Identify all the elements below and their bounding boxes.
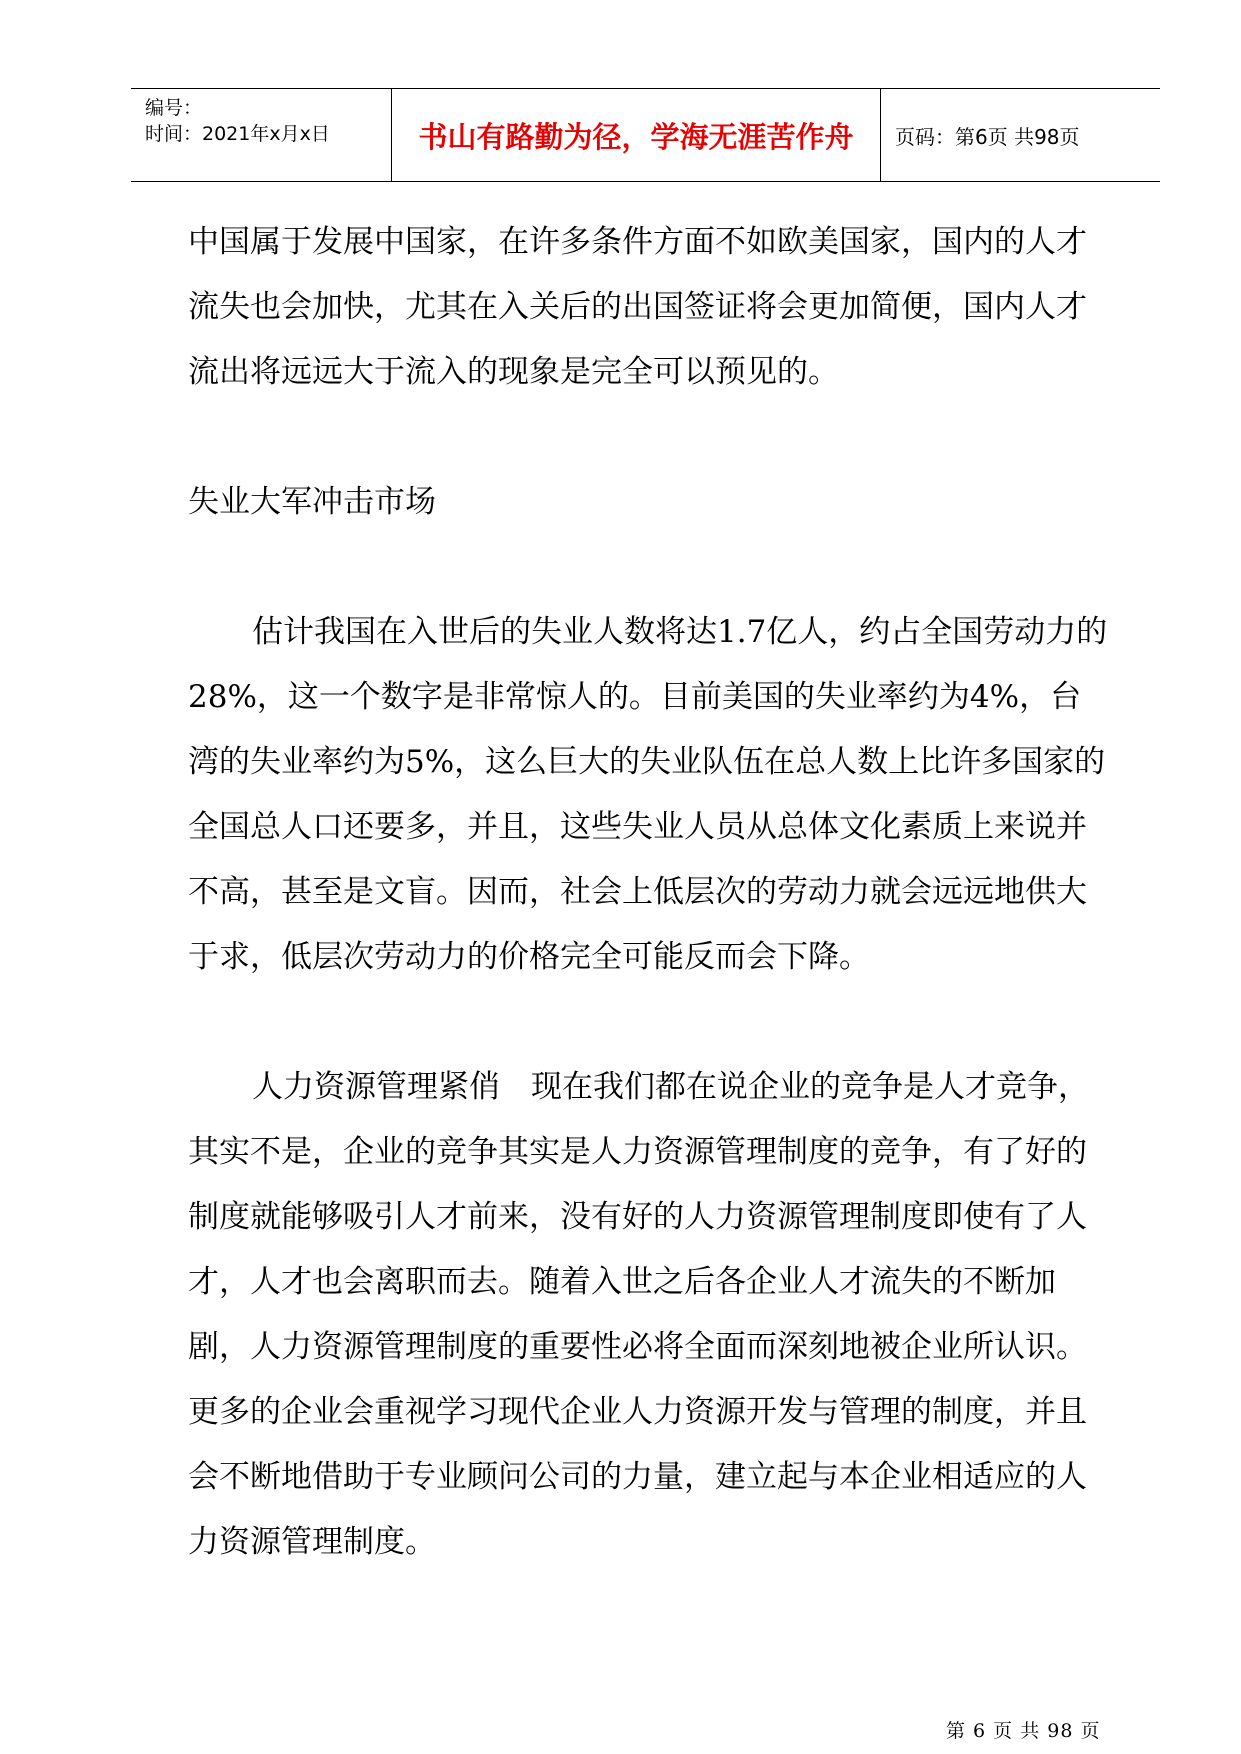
number-label: 编号： <box>145 97 203 119</box>
paragraph-hr-management: 人力资源管理紧俏 现在我们都在说企业的竞争是人才竞争，其实不是，企业的竞争其实是人力资源管理制度的竞争，有了好的制度就能够吸引人才前来，没有好的人力资源管理制度即使有了人才，人才也会离职而去。随着入世之后各企业人才流失的不断加剧，人力资源管理制度的重要性必将全面而深刻地被企业所认识。更多的企业会重视学习现代企业人力资源开发与管理的制度，并且会不断地借助于专业顾问公司的力量，建立起与本企业相适应的人力资源管理制度。 <box>188 1069 1089 1560</box>
header-page-info: 页码：第6页 共98页 <box>895 124 1080 149</box>
paragraph-unemployment: 估计我国在入世后的失业人数将达1.7亿人，约占全国劳动力的28%，这一个数字是非常惊人的。目前美国的失业率约为4%，台湾的失业率约为5%，这么巨大的失业队伍在总人数上比许多国家的全国总人口还要多，并且，这些失业人员从总体文化素质上来说并不高，甚至是文盲。因而，社会上低层次的劳动力就会远远地供大于求，低层次劳动力的价格完全可能反而会下降。 <box>188 614 1108 975</box>
paragraph-gap <box>188 990 1108 1055</box>
section-heading: 失业大军冲击市场 <box>188 484 436 520</box>
header-meta-cell <box>131 89 392 181</box>
page-footer: 第 6 页 共 98 页 <box>946 1720 1101 1742</box>
motto-text: 书山有路勤为径，学海无涯苦作舟 <box>418 119 854 154</box>
page-header <box>131 88 1160 182</box>
paragraph-gap <box>188 405 1108 470</box>
time-label: 时间：2021年x月x日 <box>145 123 330 145</box>
header-motto-cell <box>392 89 881 181</box>
document-body <box>188 210 1108 1575</box>
paragraph-gap <box>188 535 1108 600</box>
paragraph-talent-outflow: 中国属于发展中国家，在许多条件方面不如欧美国家，国内的人才流失也会加快，尤其在入关后的出国签证将会更加简便，国内人才流出将远远大于流入的现象是完全可以预见的。 <box>188 224 1087 390</box>
header-page-cell <box>881 89 1160 181</box>
